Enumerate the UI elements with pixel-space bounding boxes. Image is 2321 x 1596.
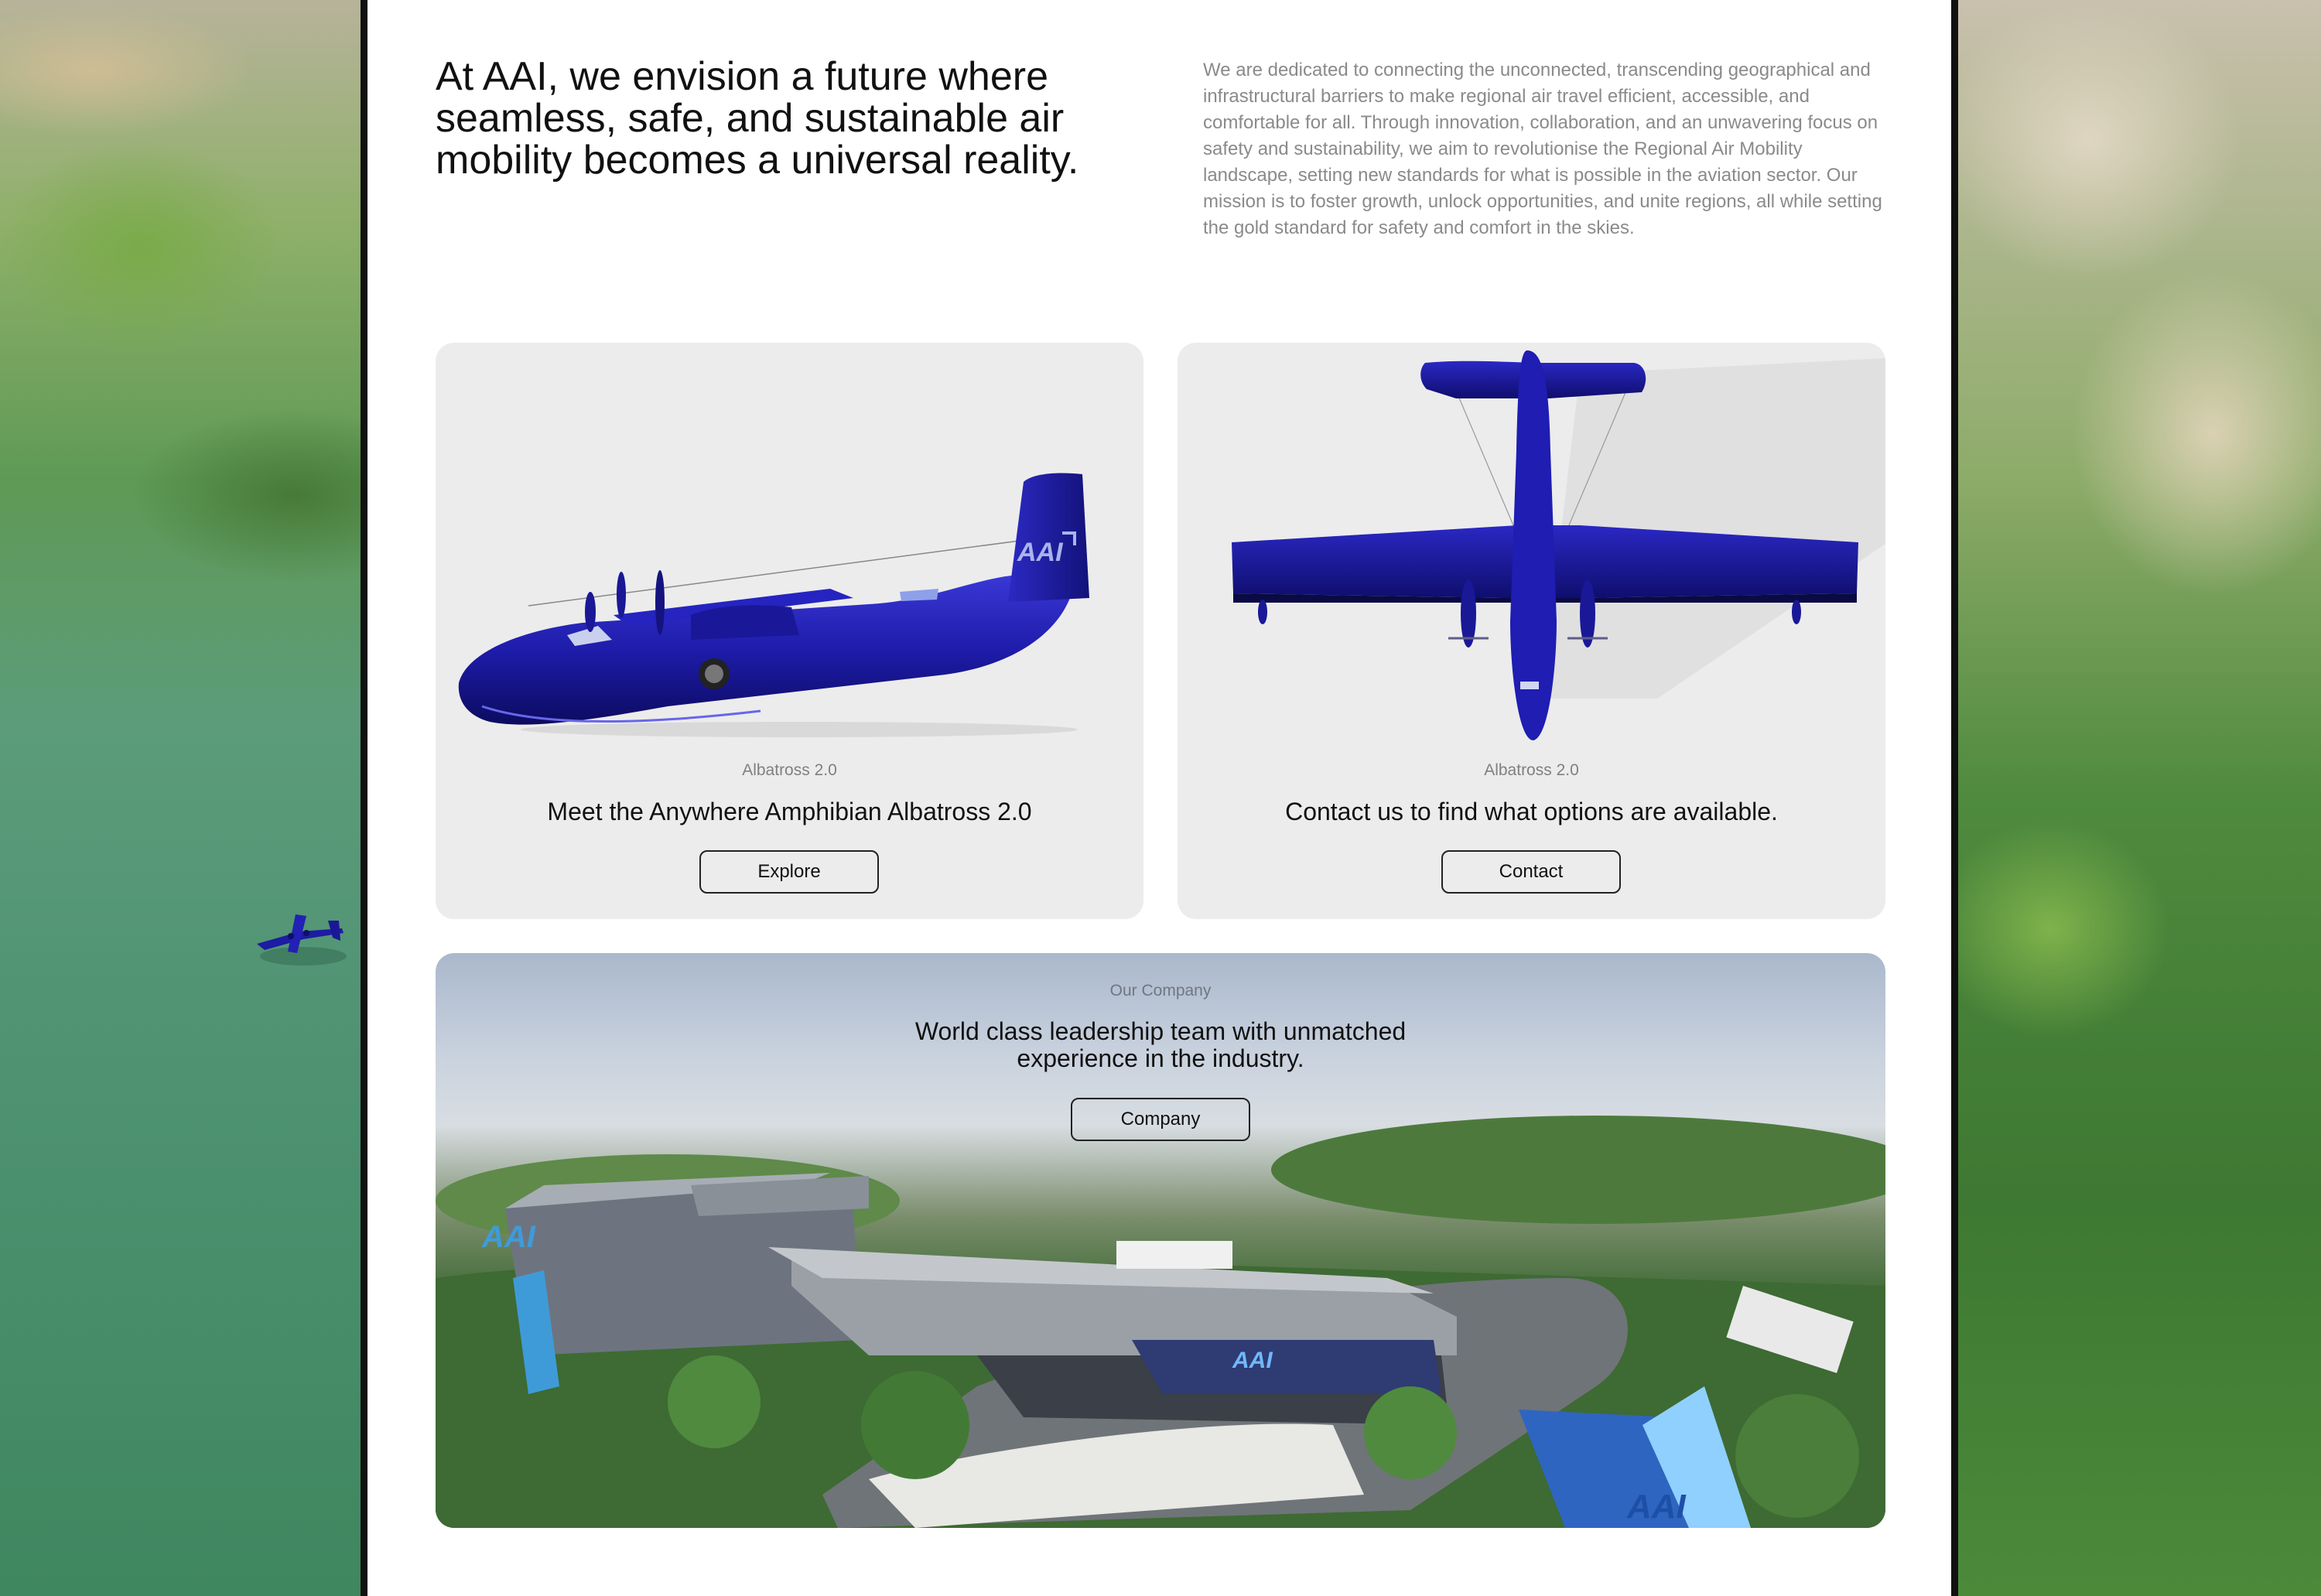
contact-button[interactable]: Contact: [1441, 850, 1621, 894]
company-title: World class leadership team with unmatched experience in the industry.: [914, 1017, 1407, 1072]
sign-logo: AAI: [1627, 1488, 1686, 1526]
company-banner: [436, 953, 1885, 1528]
card-title: Contact us to find what options are available.: [1285, 798, 1778, 825]
entrance-logo: AAI: [1232, 1348, 1273, 1373]
explore-button[interactable]: Explore: [699, 850, 879, 894]
background-aerial-left: [0, 0, 364, 1596]
albatross-top-view-image: [1178, 343, 1885, 745]
company-eyebrow: Our Company: [1109, 982, 1212, 1000]
flying-plane-icon: [249, 910, 351, 972]
card-title: Meet the Anywhere Amphibian Albatross 2.0: [547, 798, 1032, 825]
background-aerial-right: [1957, 0, 2321, 1596]
mission-paragraph: We are dedicated to connecting the unconnected, transcending geographical and infrastructural barriers to make regional air travel efficient, accessible, and comfortable for all. Through innovation, collaboration, and an unwavering focus on safety and sustainability, we aim to revolutionise the Regional Air Mobility landscape, setting new standards for what is possible in the aviation sector. Our mission is to foster growth, unlock opportunities, and unite regions, all while setting the gold standard for safety and comfort in the skies.: [1203, 60, 1882, 238]
albatross-explore-card: [436, 343, 1143, 919]
albatross-contact-card: [1178, 343, 1885, 919]
company-button[interactable]: Company: [1071, 1098, 1250, 1141]
albatross-side-view-image: [436, 343, 1143, 745]
page-headline: At AAI, we envision a future where seamless, safe, and sustainable air mobility becomes a universal reality.: [436, 54, 1079, 183]
building-logo: AAI: [482, 1220, 535, 1254]
tail-logo: AAI: [1017, 538, 1063, 567]
card-eyebrow: Albatross 2.0: [1484, 761, 1579, 779]
frame-border-left: [361, 0, 367, 1596]
card-eyebrow: Albatross 2.0: [742, 761, 837, 779]
frame-border-right: [1951, 0, 1958, 1596]
main-page: [367, 0, 1951, 1596]
